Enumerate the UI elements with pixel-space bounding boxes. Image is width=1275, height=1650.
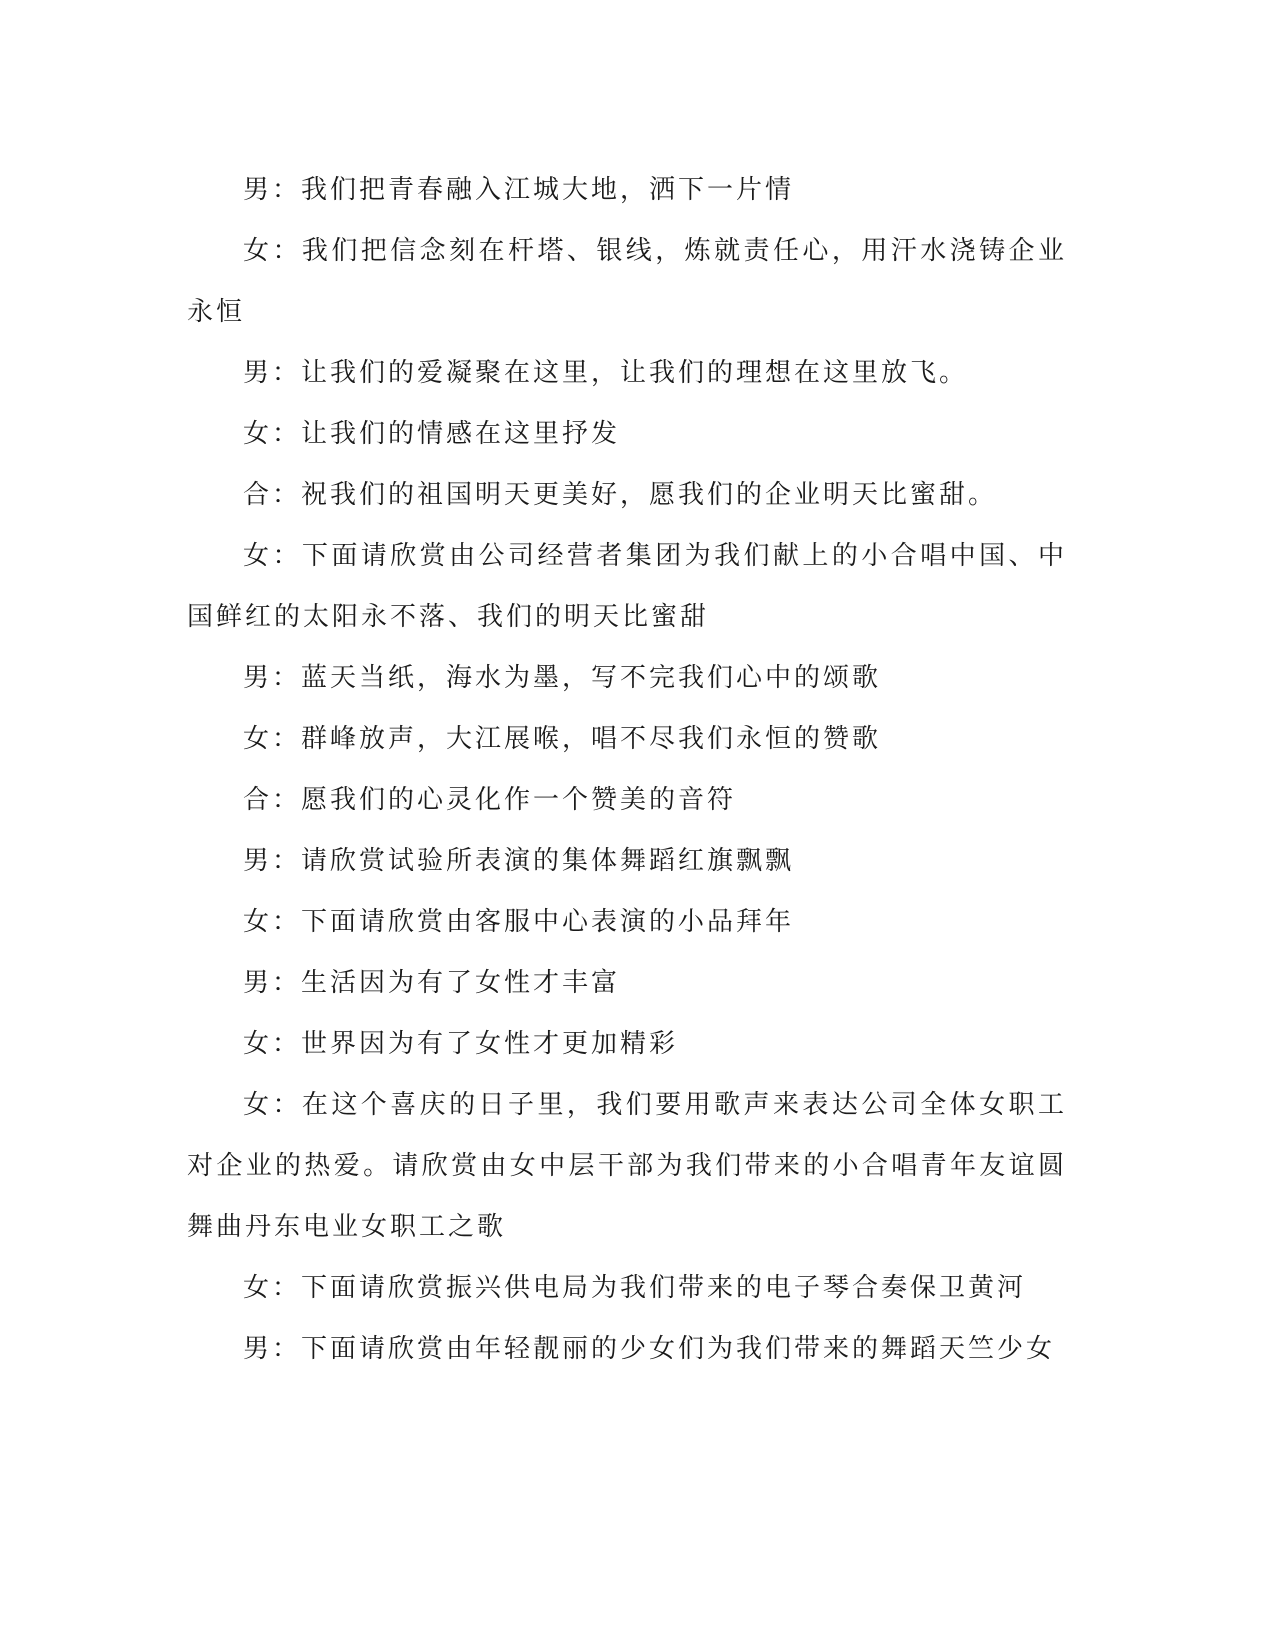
paragraph: 男：生活因为有了女性才丰富	[243, 968, 621, 998]
document-body	[187, 160, 1067, 1380]
paragraph: 男：下面请欣赏由年轻靓丽的少女们为我们带来的舞蹈天竺少女	[243, 1334, 1056, 1364]
paragraph: 男：请欣赏试验所表演的集体舞蹈红旗飘飘	[243, 846, 795, 876]
paragraph: 合：祝我们的祖国明天更美好，愿我们的企业明天比蜜甜。	[243, 480, 998, 510]
paragraph: 合：愿我们的心灵化作一个赞美的音符	[243, 785, 737, 815]
paragraph: 男：蓝天当纸，海水为墨，写不完我们心中的颂歌	[243, 663, 882, 693]
paragraph: 女：下面请欣赏由客服中心表演的小品拜年	[243, 907, 795, 937]
paragraph: 女：群峰放声，大江展喉，唱不尽我们永恒的赞歌	[243, 724, 882, 754]
paragraph: 女：让我们的情感在这里抒发	[243, 419, 621, 449]
paragraph: 女：在这个喜庆的日子里，我们要用歌声来表达公司全体女职工对企业的热爱。请欣赏由女中层干部为我们带来的小合唱青年友谊圆舞曲丹东电业女职工之歌	[187, 1090, 1067, 1242]
paragraph: 女：我们把信念刻在杆塔、银线，炼就责任心，用汗水浇铸企业永恒	[187, 236, 1067, 327]
paragraph: 女：世界因为有了女性才更加精彩	[243, 1029, 679, 1059]
paragraph: 男：让我们的爱凝聚在这里，让我们的理想在这里放飞。	[243, 358, 969, 388]
paragraph: 男：我们把青春融入江城大地，洒下一片情	[243, 175, 795, 205]
paragraph: 女：下面请欣赏振兴供电局为我们带来的电子琴合奏保卫黄河	[243, 1273, 1027, 1303]
paragraph: 女：下面请欣赏由公司经营者集团为我们献上的小合唱中国、中国鲜红的太阳永不落、我们的明天比蜜甜	[187, 541, 1067, 632]
